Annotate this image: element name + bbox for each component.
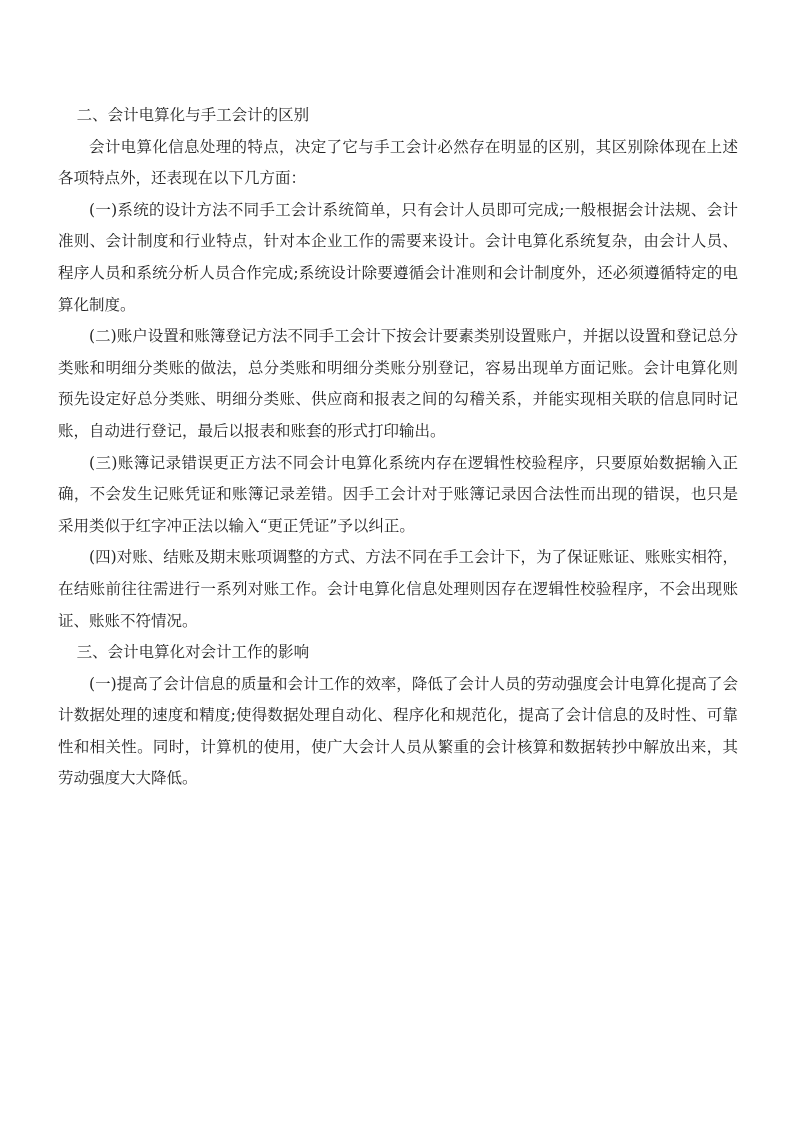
intro-paragraph: 会计电算化信息处理的特点，决定了它与手工会计必然存在明显的区别，其区别除体现在上述各项特点外，还表现在以下几方面： <box>58 137 738 188</box>
paragraph-point-4: (四)对账、结账及期末账项调整的方式、方法不同在手工会计下，为了保证账证、账账实相符，在结账前往往需进行一系列对账工作。会计电算化信息处理则因存在逻辑性校验程序，不会出现账证、账账不符情况。 <box>58 548 738 630</box>
paragraph-point-5: (一)提高了会计信息的质量和会计工作的效率，降低了会计人员的劳动强度会计电算化提高了会计数据处理的速度和精度;使得数据处理自动化、程序化和规范化，提高了会计信息的及时性、可靠性和相关性。同时，计算机的使用，使广大会计人员从繁重的会计核算和数据转抄中解放出来，其劳动强度大大降低。 <box>58 674 738 788</box>
section-heading-3: 三、会计电算化对会计工作的影响 <box>76 643 310 662</box>
paragraph-point-1: (一)系统的设计方法不同手工会计系统简单，只有会计人员即可完成;一般根据会计法规、会计准则、会计制度和行业特点，针对本企业工作的需要来设计。会计电算化系统复杂，由会计人员、程序人员和系统分析人员合作完成;系统设计除要遵循会计准则和会计制度外，还必须遵循特定的电算化制度。 <box>58 200 738 314</box>
section-heading-2: 二、会计电算化与手工会计的区别 <box>76 106 310 124</box>
paragraph-point-3: (三)账簿记录错误更正方法不同会计电算化系统内存在逻辑性校验程序，只要原始数据输入正确，不会发生记账凭证和账簿记录差错。因手工会计对于账簿记录因合法性而出现的错误，也只是采用类似于红字冲正法以输入“更正凭证”予以纠正。 <box>58 453 738 535</box>
document-body <box>58 100 738 795</box>
paragraph-point-2: (二)账户设置和账簿登记方法不同手工会计下按会计要素类别设置账户，并据以设置和登记总分类账和明细分类账的做法，总分类账和明细分类账分别登记，容易出现单方面记账。会计电算化则预先设定好总分类账、明细分类账、供应商和报表之间的勾稽关系，并能实现相关联的信息同时记账，自动进行登记，最后以报表和账套的形式打印输出。 <box>58 327 738 440</box>
